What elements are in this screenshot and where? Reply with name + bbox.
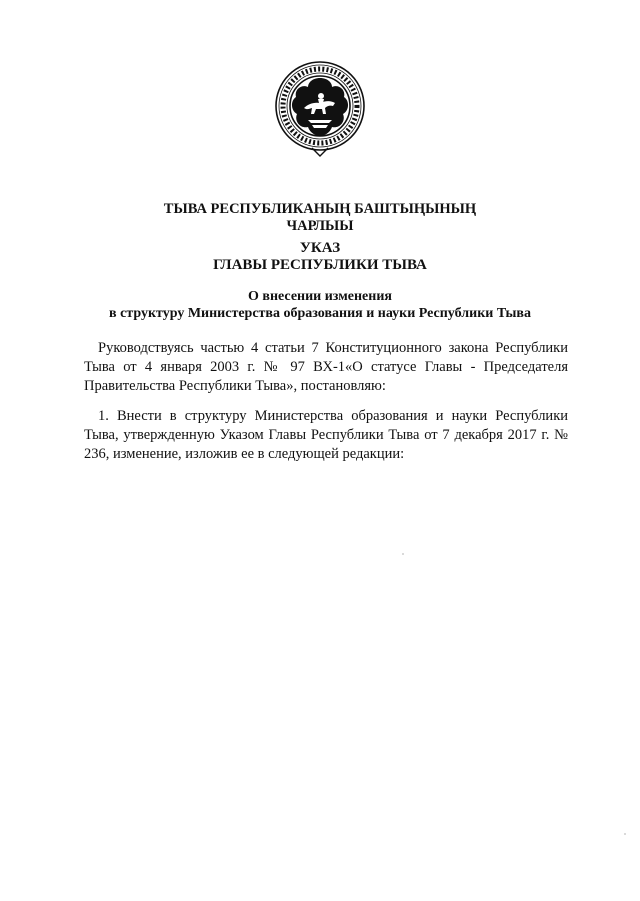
body-paragraph-1: Руководствуясь частью 4 статьи 7 Конституционного закона Республики Тыва от 4 января 2003 г. № 97 ВХ-1«О статусе Главы - Председателя Правительства Республики Тыва», постановляю:	[84, 340, 568, 394]
header-tuvan	[0, 201, 640, 235]
issuer-label: ГЛАВЫ РЕСПУБЛИКИ ТЫВА	[213, 257, 427, 273]
scan-speck	[624, 833, 626, 835]
doc-type-label: УКАЗ	[299, 240, 341, 256]
decree-subject	[0, 288, 640, 322]
subject-line1: О внесении изменения	[248, 289, 392, 304]
header-tuvan-line1: ТЫВА РЕСПУБЛИКАНЫҢ БАШТЫҢЫНЫҢ	[163, 201, 477, 217]
scan-speck	[402, 553, 404, 555]
tuva-coat-of-arms-icon	[272, 56, 368, 162]
body-paragraph-2: 1. Внести в структуру Министерства образования и науки Республики Тыва, утвержденную Указом Главы Республики Тыва от 7 декабря 2017 г. № 236, изменение, изложив ее в следующей редакции:	[84, 408, 568, 462]
subject-line2: в структуру Министерства образования и науки Республики Тыва	[109, 306, 531, 321]
header-decree	[0, 240, 640, 274]
header-tuvan-line2: ЧАРЛЫЫ	[286, 218, 354, 234]
